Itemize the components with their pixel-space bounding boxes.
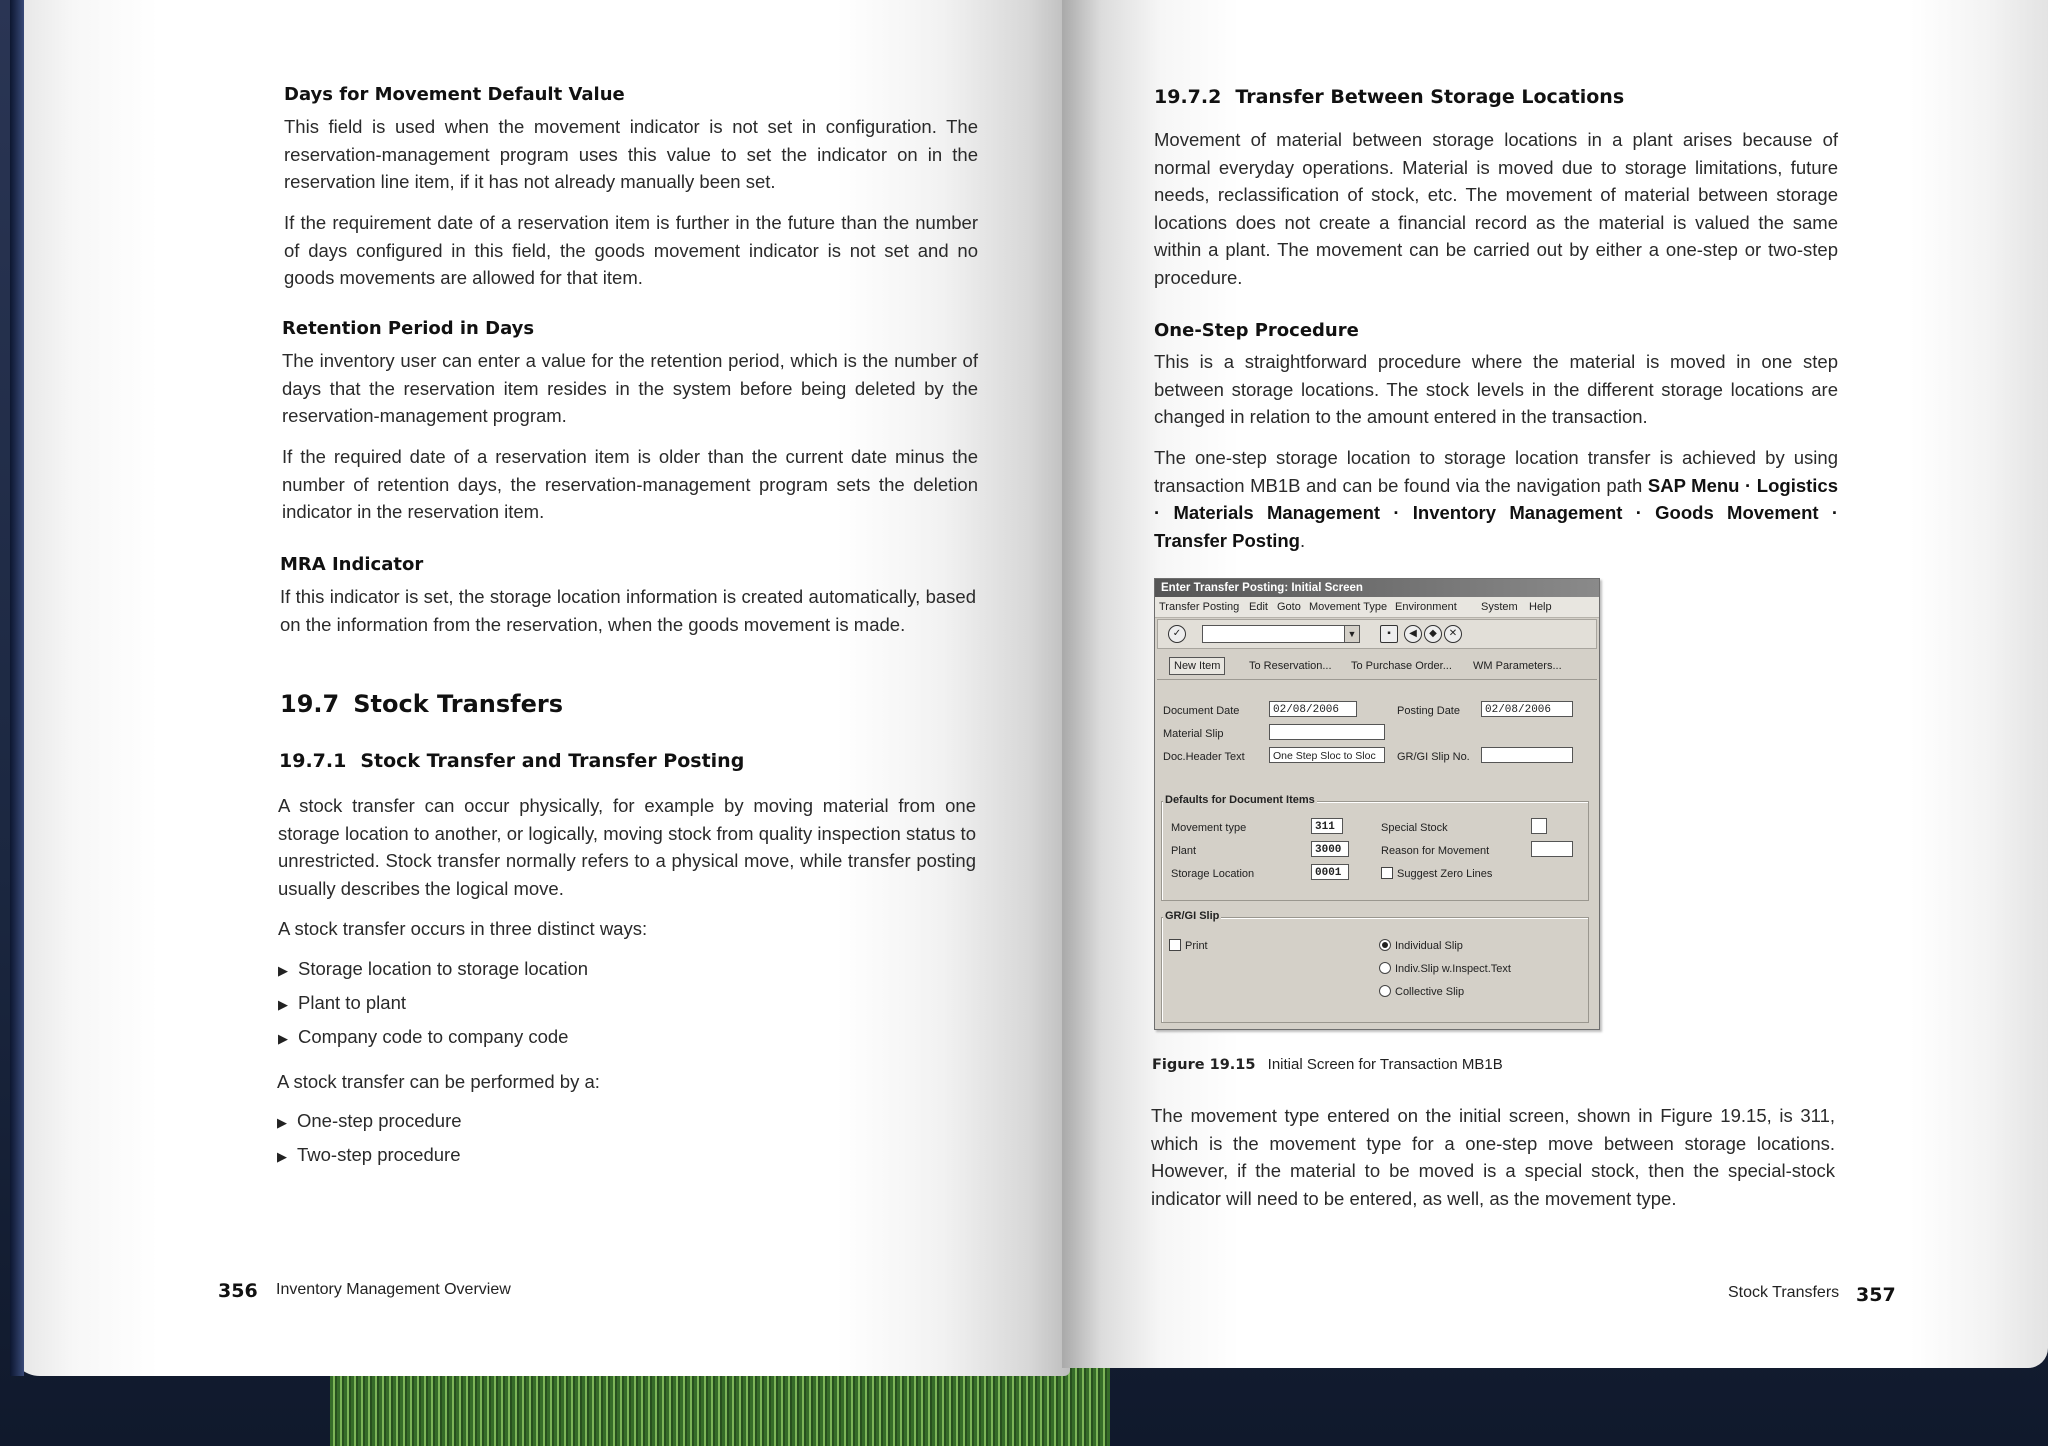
group-title: Defaults for Document Items [1165, 794, 1315, 806]
background-strip [330, 1368, 1110, 1446]
to-purchase-order-button[interactable]: To Purchase Order... [1351, 660, 1452, 672]
figure-caption [1152, 1056, 1503, 1073]
list-item: ▶ Company code to company code [278, 1026, 569, 1047]
reason-for-movement-field[interactable] [1531, 841, 1573, 857]
gr-gi-slip-group-box [1161, 917, 1589, 1023]
subsection-title: Stock Transfer and Transfer Posting [360, 750, 745, 772]
enter-icon[interactable]: ✓ [1168, 625, 1186, 643]
suggest-zero-lines-checkbox[interactable] [1381, 867, 1393, 879]
paragraph: If the required date of a reservation item is older than the current date minus the number of retention days, the reservation-management program sets the deletion indicator in the reservation item. [282, 446, 978, 522]
paragraph: A stock transfer occurs in three distinct ways: [278, 918, 648, 939]
menu-item[interactable]: System [1481, 601, 1518, 613]
bullet-icon: ▶ [277, 1149, 287, 1164]
cancel-icon[interactable]: ✕ [1444, 625, 1462, 643]
doc-header-text-label: Doc.Header Text [1163, 751, 1245, 763]
suggest-zero-lines-label: Suggest Zero Lines [1397, 868, 1493, 880]
figure-label: Figure 19.15 [1152, 1057, 1256, 1073]
movement-type-field[interactable]: 311 [1311, 818, 1343, 834]
window-title: Enter Transfer Posting: Initial Screen [1155, 579, 1599, 597]
indiv-slip-inspect-radio[interactable] [1379, 962, 1391, 974]
wm-parameters-button[interactable]: WM Parameters... [1473, 660, 1562, 672]
paragraph: The inventory user can enter a value for the retention period, which is the number of days that the reservation item resides in the system before being deleted by the reservation-management program. [282, 350, 978, 426]
subsection-heading [1154, 86, 1624, 108]
to-reservation-button[interactable]: To Reservation... [1249, 660, 1332, 672]
collective-slip-radio[interactable] [1379, 985, 1391, 997]
subsection-heading [279, 750, 744, 772]
running-footer: Stock Transfers [1728, 1284, 1840, 1301]
storage-location-label: Storage Location [1171, 868, 1255, 880]
section-heading: MRA Indicator [280, 554, 424, 575]
application-toolbar [1157, 651, 1597, 680]
list-item: ▶ Storage location to storage location [278, 958, 589, 979]
left-page [10, 0, 1070, 1376]
menu-bar [1155, 597, 1599, 618]
list-item: ▶ Plant to plant [278, 992, 406, 1013]
special-stock-field[interactable] [1531, 818, 1547, 834]
page-number: 356 [218, 1280, 258, 1302]
radio-label: Individual Slip [1395, 940, 1463, 952]
gr-gi-slip-no-field[interactable] [1481, 747, 1573, 763]
print-label: Print [1185, 940, 1208, 952]
bullet-icon: ▶ [278, 1031, 288, 1046]
material-slip-label: Material Slip [1163, 728, 1224, 740]
navigation-path: SAP Menu · Logistics · Materials Management · Inventory Management · Goods Movement · Transfer Posting [1154, 474, 1839, 551]
paragraph: Movement of material between storage locations in a plant arises because of normal everyday operations. Material is moved due to storage limitations, future needs, reclassification of stock, etc. The movement of material between storage locations does not create a financial record as the material is valued the same within a plant. The movement can be carried out by either a one-step or two-step procedure. [1154, 129, 1838, 288]
bullet-icon: ▶ [278, 997, 288, 1012]
system-toolbar [1157, 619, 1597, 649]
sap-screenshot-figure [1154, 578, 1600, 1030]
individual-slip-radio[interactable] [1379, 939, 1391, 951]
radio-label: Indiv.Slip w.Inspect.Text [1395, 963, 1511, 975]
bullet-icon: ▶ [278, 963, 288, 978]
subsection-number: 19.7.1 [279, 750, 347, 772]
posting-date-label: Posting Date [1397, 705, 1460, 717]
chevron-down-icon[interactable]: ▼ [1344, 626, 1359, 642]
exit-icon[interactable]: ◆ [1424, 625, 1442, 643]
defaults-group-box [1161, 801, 1589, 901]
menu-item[interactable]: Movement Type [1309, 601, 1388, 613]
save-icon[interactable]: ▪ [1380, 625, 1398, 643]
running-footer: Inventory Management Overview [276, 1281, 511, 1298]
paragraph: If the requirement date of a reservation item is further in the future than the number of days configured in this field, the goods movement indicator is not set and no goods movements are allowed for that item. [284, 212, 978, 288]
list-item: ▶ One-step procedure [277, 1110, 462, 1131]
paragraph: The movement type entered on the initial screen, shown in Figure 19.15, is 311, which is the movement type for a one-step move between storage locations. However, if the material to be moved is a special stock, then the special-stock indicator will need to be entered, as well, as the movement type. [1151, 1105, 1835, 1209]
menu-item[interactable]: Help [1529, 601, 1552, 613]
menu-item[interactable]: Transfer Posting [1159, 601, 1240, 613]
chapter-title: Stock Transfers [353, 690, 563, 718]
section-heading: Retention Period in Days [282, 318, 535, 339]
paragraph: A stock transfer can occur physically, for example by moving material from one storage location to another, or logically, moving stock from quality inspection status to unrestricted. Stock transfer normally refers to a physical move, while transfer posting usually describes the logical move. [278, 795, 976, 899]
print-checkbox[interactable] [1169, 939, 1181, 951]
page-number: 357 [1856, 1284, 1896, 1306]
plant-label: Plant [1171, 845, 1197, 857]
paragraph: The one-step storage location to storage location transfer is achieved by using transaction MB1B and can be found via the navigation path SAP Menu · Logistics · Materials Management · Inventory Management · Goods Movement · Transfer Posting. [1154, 447, 1839, 551]
paragraph: This is a straightforward procedure where the material is moved in one step between storage locations. The stock levels in the different storage locations are changed in relation to the amount entered in the transaction. [1154, 351, 1838, 427]
reason-for-movement-label: Reason for Movement [1381, 845, 1490, 857]
list-item: ▶ Two-step procedure [277, 1144, 461, 1165]
group-title: GR/GI Slip [1165, 910, 1220, 922]
paragraph: A stock transfer can be performed by a: [277, 1071, 600, 1092]
document-date-field[interactable]: 02/08/2006 [1269, 701, 1357, 717]
command-field[interactable] [1202, 625, 1360, 643]
gr-gi-slip-no-label: GR/GI Slip No. [1397, 751, 1470, 763]
bullet-icon: ▶ [277, 1115, 287, 1130]
chapter-heading [280, 690, 563, 718]
page-edge [10, 0, 24, 1376]
subsection-number: 19.7.2 [1154, 86, 1222, 108]
movement-type-label: Movement type [1171, 822, 1247, 834]
chapter-number: 19.7 [280, 690, 340, 718]
radio-label: Collective Slip [1395, 986, 1465, 998]
special-stock-label: Special Stock [1381, 822, 1448, 834]
figure-caption-text: Initial Screen for Transaction MB1B [1267, 1056, 1503, 1073]
document-date-label: Document Date [1163, 705, 1240, 717]
menu-item[interactable]: Edit [1249, 601, 1268, 613]
storage-location-field[interactable]: 0001 [1311, 864, 1349, 880]
material-slip-field[interactable] [1269, 724, 1385, 740]
new-item-button[interactable]: New Item [1169, 657, 1225, 675]
posting-date-field[interactable]: 02/08/2006 [1481, 701, 1573, 717]
section-heading: One-Step Procedure [1154, 320, 1359, 341]
plant-field[interactable]: 3000 [1311, 841, 1349, 857]
menu-item[interactable]: Environment [1395, 601, 1457, 613]
paragraph: If this indicator is set, the storage location information is created automatically, based on the information from the reservation, when the goods movement is made. [280, 586, 976, 635]
subsection-title: Transfer Between Storage Locations [1235, 86, 1625, 108]
section-heading: Days for Movement Default Value [284, 84, 625, 105]
paragraph: This field is used when the movement indicator is not set in configuration. The reservation-management program uses this value to set the indicator on in the reservation line item, if it has not already manually been set. [284, 116, 978, 192]
doc-header-text-field[interactable]: One Step Sloc to Sloc [1269, 747, 1385, 763]
menu-item[interactable]: Goto [1277, 601, 1301, 613]
back-icon[interactable]: ◀ [1404, 625, 1422, 643]
